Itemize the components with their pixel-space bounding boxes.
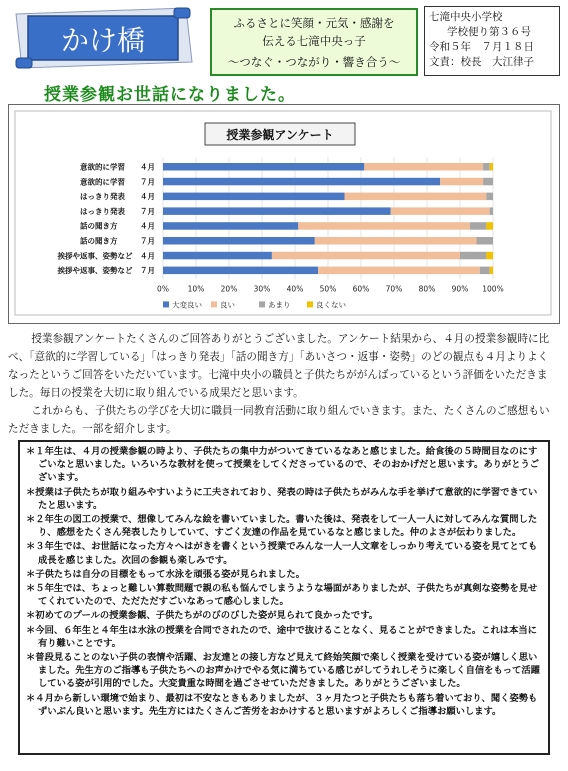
paragraph-2: これからも、子供たちの学びを大切に職員一同教育活動に取り組んでいきます。また、たくさんのご感想もいただきました。一部を紹介します。 — [8, 405, 550, 435]
x-tick-label: 90% — [451, 284, 469, 294]
headline: 授業参観お世話になりました。 — [44, 85, 296, 105]
newsletter-banner — [14, 6, 194, 70]
legend-label: 大変良い — [172, 300, 202, 310]
category-label: はっきり発表 ４月 — [80, 192, 155, 202]
bar-segment — [483, 178, 493, 186]
comment-item: ＊５年生では、ちょっと難しい算数問題で親の私も悩んでしまうような場面がありましたが、子供たちが真剣な姿勢を見せてくれていたので、ただただすごいなあって感心しました。 — [26, 583, 538, 608]
category-label: 意欲的に学習 ４月 — [80, 162, 155, 172]
x-tick-label: 40% — [286, 284, 304, 294]
x-tick-label: 10% — [187, 284, 205, 294]
bar-segment — [480, 267, 490, 275]
x-tick-label: 50% — [319, 284, 337, 294]
bar-segment — [318, 267, 480, 275]
slogan-line-1: ふるさとに笑顔・元気・感謝を — [233, 16, 395, 30]
bar-segment — [163, 193, 345, 201]
category-label: 挨拶や返事、姿勢など ４月 — [57, 251, 155, 261]
bar-segment — [364, 163, 483, 171]
x-tick-label: 70% — [385, 284, 403, 294]
bar-segment — [391, 207, 490, 215]
bar-segment — [163, 267, 318, 275]
legend-swatch — [259, 301, 265, 307]
bar-segment — [440, 178, 483, 186]
legend-label: 良い — [220, 300, 235, 310]
comments-box — [18, 440, 550, 755]
x-tick-label: 60% — [352, 284, 370, 294]
bar-segment — [486, 252, 493, 259]
bar-segment — [163, 163, 364, 171]
category-label: 話の聞き方 ７月 — [80, 236, 155, 246]
legend-swatch — [163, 301, 169, 307]
comment-item: ＊４月から新しい環境で始まり、最初は不安なときもありましたが、３ヶ月たつと子供たちも落ち着いており、聞く姿勢もずいぶん良いと思います。先生方にはたくさんご苦労をおかけすると思いますがよろしくご指導お願いします。 — [26, 692, 538, 717]
body-text — [8, 330, 556, 438]
bar-segment — [490, 163, 493, 171]
newsletter-name: かけ橋 — [60, 24, 146, 57]
slogan-line-3: ～つなぐ・つながり・響き合う～ — [227, 55, 401, 69]
x-tick-label: 80% — [418, 284, 436, 294]
legend-label: 良くない — [316, 300, 346, 310]
bar-segment — [486, 193, 493, 201]
bar-segment — [490, 267, 493, 275]
slogan-line-2: 伝える七滝中央っ子 — [262, 34, 366, 48]
comment-item: ＊子供たちは自分の目標をもって水泳を頑張る姿が見られました。 — [26, 568, 305, 580]
legend-label: あまり — [268, 300, 291, 310]
bar-segment — [470, 222, 487, 230]
bar-segment — [345, 193, 487, 201]
comment-item: ＊普段見ることのない子供の表情や活躍、お友達との接し方など見えて終始笑顔で楽しく授業を受けている姿が嬉しく思いました。先生方のご指導も子供たちへのお声かけでやる気に満ちている感じがしてうれしそうに楽しく自信をもって活躍している姿が引用的でした。大変貴重な時間を過ごさせていただきました。ありがとうございました。 — [26, 652, 540, 690]
x-tick-label: 100% — [482, 284, 504, 294]
comment-item: ＊初めてのプールの授業参観、子供たちがのびのびした姿が見られて良かったです。 — [26, 610, 379, 622]
author: 文責：校長 大江律子 — [429, 56, 534, 68]
school-name: 七滝中央小学校 — [429, 11, 503, 23]
bar-segment — [163, 237, 315, 245]
chart-title: 授業参観アンケート — [226, 128, 334, 142]
issue-number: 学校便り第３６号 — [447, 26, 531, 38]
bar-segment — [163, 222, 298, 230]
bar-segment — [163, 178, 440, 186]
issue-info — [424, 6, 560, 76]
comment-item: ＊２年生の図工の授業で、想像してみんな絵を書いていました。書いた後は、発表をして一人一人に対してみんな質問したり、感想をたくさん発表したりしていて、すごく友達の作品を見ているなと感じました。仲のよさが伝わりました。 — [26, 514, 538, 539]
legend-swatch — [307, 301, 313, 307]
x-tick-label: 20% — [220, 284, 238, 294]
survey-chart — [9, 105, 559, 323]
category-label: 話の聞き方 ４月 — [80, 221, 155, 231]
bar-segment — [486, 222, 493, 230]
issue-date: 令和５年 ７月１８日 — [429, 41, 534, 53]
slogan-box — [210, 8, 418, 76]
survey-chart-frame — [8, 104, 560, 324]
x-tick-label: 30% — [253, 284, 271, 294]
comment-item: ＊今回、６年生と４年生は水泳の授業を合同でされたので、途中で抜けることなく、見ることができました。これは本当に有り難いことです。 — [26, 624, 537, 649]
comment-item: ＊３年生では、お世話になった方々へはがきを書くという授業でみんな一人一人文章をしっかり考えている姿を見てとても成長を感じました。次回の参観も楽しみです。 — [26, 541, 538, 566]
bar-segment — [272, 252, 460, 259]
category-label: 意欲的に学習 ７月 — [80, 177, 155, 187]
bar-segment — [163, 207, 391, 215]
paragraph-1: 授業参観アンケートたくさんのご回答ありがとうございました。アンケート結果から、４月の授業参観時に比べ、「意欲的に学習している」「はっきり発表」「話の聞き方」「あいさつ・返事・姿勢」のどの観点も４月よりよくなったというご回答をいただいています。七滝中央小の職員と子供たちががんばっているという評価をいただきました。毎日の授業を大切に取り組んでいる成果だと思います。 — [8, 333, 550, 399]
category-label: はっきり発表 ７月 — [80, 206, 155, 216]
bar-segment — [483, 163, 490, 171]
bar-segment — [477, 237, 494, 245]
bar-segment — [490, 207, 493, 215]
bar-segment — [298, 222, 470, 230]
banner-scroll — [14, 6, 194, 70]
legend-swatch — [211, 301, 217, 307]
comment-item: ＊１年生は、４月の授業参観の時より、子供たちの集中力がついてきているなあと感じました。給食後の５時間目なのにすごいなと思いました。いろいろな教材を使って授業をしてくださっているので、そのおかげだと思います。ありがとうございます。 — [26, 446, 540, 484]
category-label: 挨拶や返事、姿勢など ７月 — [57, 266, 155, 276]
x-tick-label: 0% — [157, 284, 169, 294]
bar-segment — [460, 252, 486, 259]
bar-segment — [163, 252, 272, 259]
comment-item: ＊授業は子供たちが取り組みやすいように工夫されており、発表の時は子供たちがみんな手を挙げて意欲的に学習できていたと思います。 — [26, 486, 538, 511]
bar-segment — [315, 237, 477, 245]
